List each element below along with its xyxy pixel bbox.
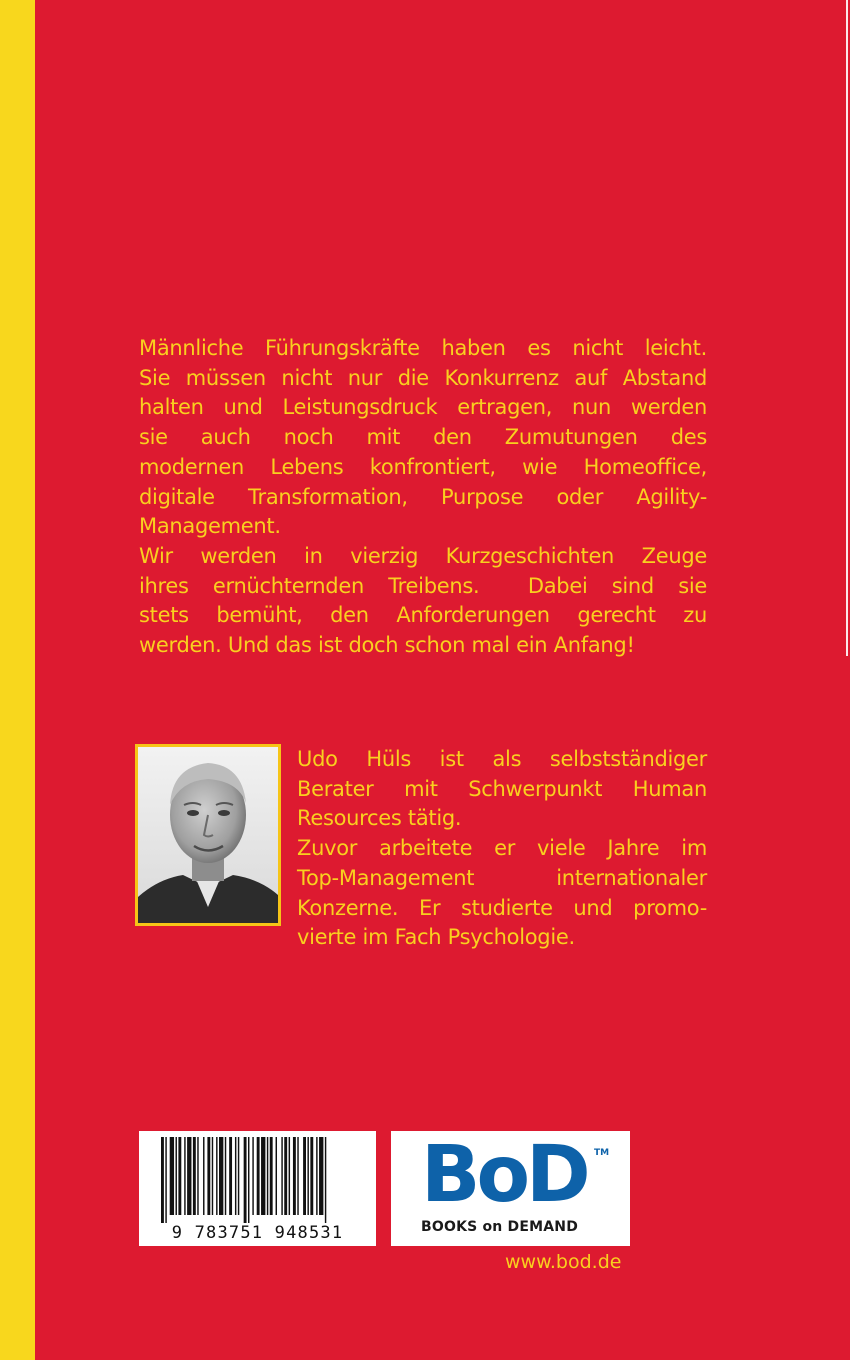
blurb-line: sie auch noch mit den Zumutungen des	[139, 425, 707, 450]
barcode-bar	[270, 1137, 273, 1215]
barcode-bar	[238, 1137, 239, 1215]
author-line: Konzerne. Er studierte und promo-	[297, 895, 707, 920]
barcode-bar	[235, 1137, 236, 1215]
author-line: Top-Management internationaler	[297, 865, 707, 890]
blurb-paragraph-2	[139, 542, 707, 661]
barcode-bar	[193, 1137, 196, 1215]
barcode-bar	[229, 1137, 232, 1215]
barcode-bar	[257, 1137, 260, 1215]
barcode-bar	[165, 1137, 166, 1223]
publisher-logo	[391, 1131, 630, 1246]
barcode-bar	[216, 1137, 217, 1215]
author-line: Udo Hüls ist als selbstständiger	[297, 747, 707, 771]
blurb-paragraph-1	[139, 334, 707, 542]
barcode-bar	[284, 1137, 287, 1215]
barcode-bar	[176, 1137, 177, 1215]
barcode-bar	[225, 1137, 226, 1215]
blurb-line: Sie müssen nicht nur die Konkurrenz auf Abstand	[139, 365, 707, 390]
barcode-bar	[244, 1137, 247, 1223]
bod-logo-text: BoD	[421, 1130, 587, 1220]
barcode-bar	[261, 1137, 265, 1215]
barcode-bar	[197, 1137, 198, 1215]
barcode-bar	[178, 1137, 181, 1215]
author-line: Berater mit Schwerpunkt Human	[297, 776, 707, 801]
barcode-bar	[219, 1137, 223, 1215]
trademark-mark: TM	[594, 1148, 610, 1158]
barcode-bar	[187, 1137, 191, 1215]
blurb-line: digitale Transformation, Purpose oder Agility-	[139, 484, 707, 509]
barcode-bar	[267, 1137, 268, 1215]
barcode-bar	[316, 1137, 317, 1215]
publisher-tagline: BOOKS on DEMAND	[421, 1219, 579, 1235]
barcode-bar	[170, 1137, 174, 1215]
barcode-bar	[289, 1137, 290, 1215]
blurb-line: Männliche Führungskräfte haben es nicht leicht.	[139, 336, 707, 360]
blurb-line: werden. Und das ist doch schon mal ein Anfang!	[139, 633, 635, 658]
author-photo-icon	[138, 747, 278, 923]
author-line: Resources tätig.	[297, 806, 462, 831]
barcode-bar	[207, 1137, 210, 1215]
barcode-bar	[319, 1137, 323, 1215]
edge-line	[846, 0, 848, 656]
publisher-url: www.bod.de	[505, 1251, 622, 1273]
barcode-bar	[203, 1137, 204, 1215]
blurb-line: Wir werden in vierzig Kurzgeschichten Zeuge	[139, 543, 707, 568]
blurb-line: ihres ernüchternden Treibens. Dabei sind sie	[139, 573, 707, 598]
barcode-bar	[293, 1137, 296, 1215]
barcode-bar	[281, 1137, 282, 1215]
barcode-bar	[307, 1137, 308, 1215]
author-portrait	[135, 744, 281, 926]
barcode-icon	[139, 1131, 376, 1223]
barcode-bar	[212, 1137, 213, 1215]
author-line: Zuvor arbeitete er viele Jahre im	[297, 836, 707, 861]
barcode-bar	[325, 1137, 326, 1223]
barcode-bar	[303, 1137, 306, 1215]
barcode-bar	[297, 1137, 298, 1215]
barcode-bar	[184, 1137, 185, 1215]
barcode-bar	[161, 1137, 164, 1223]
blurb-text	[139, 334, 707, 661]
isbn-barcode	[139, 1131, 376, 1246]
author-bio	[297, 745, 707, 953]
blurb-line: stets bemüht, den Anforderungen gerecht zu	[139, 603, 707, 628]
blurb-line: Management.	[139, 514, 281, 539]
author-line: vierte im Fach Psychologie.	[297, 925, 575, 950]
blurb-line: halten und Leistungsdruck ertragen, nun werden	[139, 395, 707, 420]
isbn-number: 9 783751 948531	[171, 1223, 344, 1243]
barcode-bar	[310, 1137, 313, 1215]
barcode-bar	[252, 1137, 253, 1215]
blurb-line: modernen Lebens konfrontiert, wie Homeoffice,	[139, 454, 707, 479]
barcode-bar	[248, 1137, 249, 1223]
yellow-spine-stripe	[0, 0, 35, 1360]
barcode-bar	[276, 1137, 277, 1215]
